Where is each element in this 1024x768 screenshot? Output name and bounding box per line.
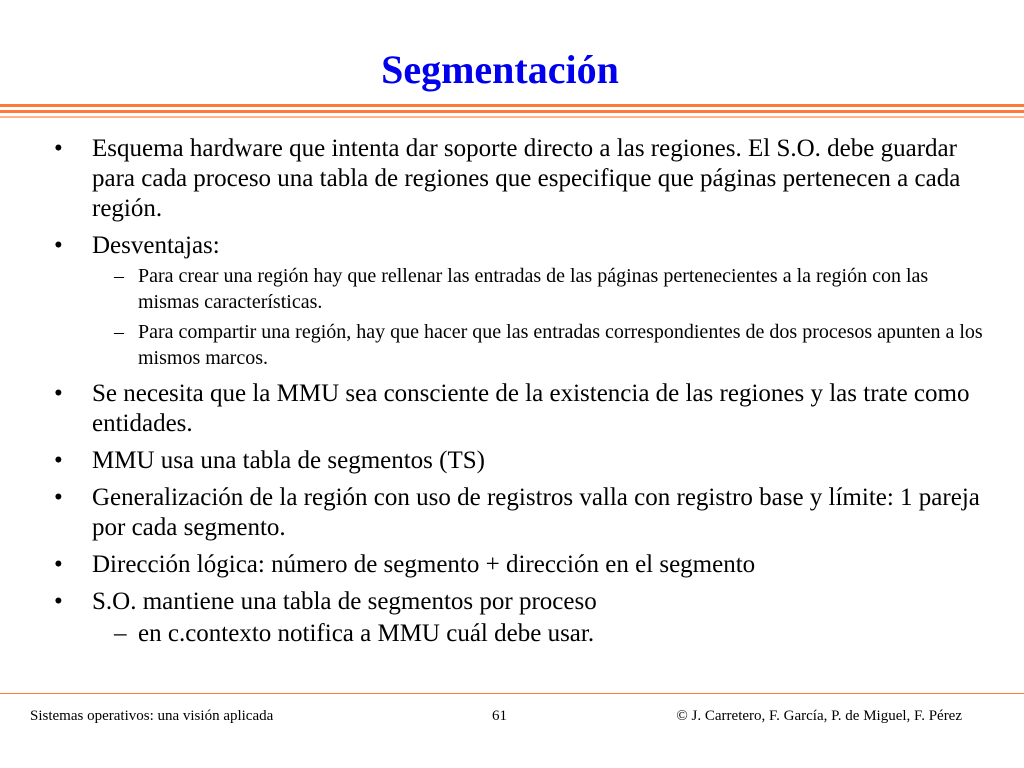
sub-bullet-text: Para crear una región hay que rellenar las entradas de las páginas pertenecientes a la región con las mismas características. [138, 265, 929, 313]
footer-authors: © J. Carretero, F. García, P. de Miguel, F. Pérez [676, 708, 962, 724]
bullet-item [54, 550, 984, 580]
bullet-marker: • [54, 588, 63, 615]
sub-bullet-text: en c.contexto notifica a MMU cuál debe usar. [138, 620, 595, 647]
bullet-marker: • [54, 551, 63, 578]
title-underline [0, 104, 1024, 107]
bullet-item [54, 231, 984, 261]
bullet-marker: • [54, 380, 63, 407]
bullet-item [54, 134, 984, 224]
bullet-item [54, 379, 984, 439]
bullet-text: Desventajas: [92, 232, 220, 259]
bullet-text: Esquema hardware que intenta dar soporte directo a las regiones. El S.O. debe guardar para cada proceso una tabla de regiones que especifique que páginas pertenecen a cada región. [92, 135, 961, 222]
sub-bullet-item [54, 263, 984, 315]
bullet-text: MMU usa una tabla de segmentos (TS) [92, 447, 485, 474]
sub-bullet-item [54, 619, 984, 649]
bullet-text: S.O. mantiene una tabla de segmentos por proceso [92, 588, 597, 615]
bullet-text: Generalización de la región con uso de registros valla con registro base y límite: 1 pareja por cada segmento. [92, 484, 980, 541]
bullet-item [54, 483, 984, 543]
footer-divider [0, 693, 1024, 694]
bullet-marker: • [54, 484, 63, 511]
bullet-list [54, 134, 984, 653]
bullet-marker: • [54, 135, 63, 162]
title-underline [0, 116, 1024, 118]
sub-bullet-item [54, 319, 984, 371]
bullet-text: Dirección lógica: número de segmento + dirección en el segmento [92, 551, 756, 578]
bullet-marker: • [54, 232, 63, 259]
dash-marker: – [114, 265, 124, 287]
sub-bullet-text: Para compartir una región, hay que hacer que las entradas correspondientes de dos procesos apunten a los mismos marcos. [138, 321, 983, 369]
dash-marker: – [114, 620, 127, 647]
bullet-text: Se necesita que la MMU sea consciente de la existencia de las regiones y las trate como entidades. [92, 380, 970, 437]
dash-marker: – [114, 321, 124, 343]
bullet-item [54, 587, 984, 617]
bullet-marker: • [54, 447, 63, 474]
slide-title: Segmentación [381, 47, 619, 92]
footer-course-title: Sistemas operativos: una visión aplicada [30, 708, 274, 724]
bullet-item [54, 446, 984, 476]
title-underline [0, 110, 1024, 113]
footer-page-number: 61 [492, 708, 507, 724]
